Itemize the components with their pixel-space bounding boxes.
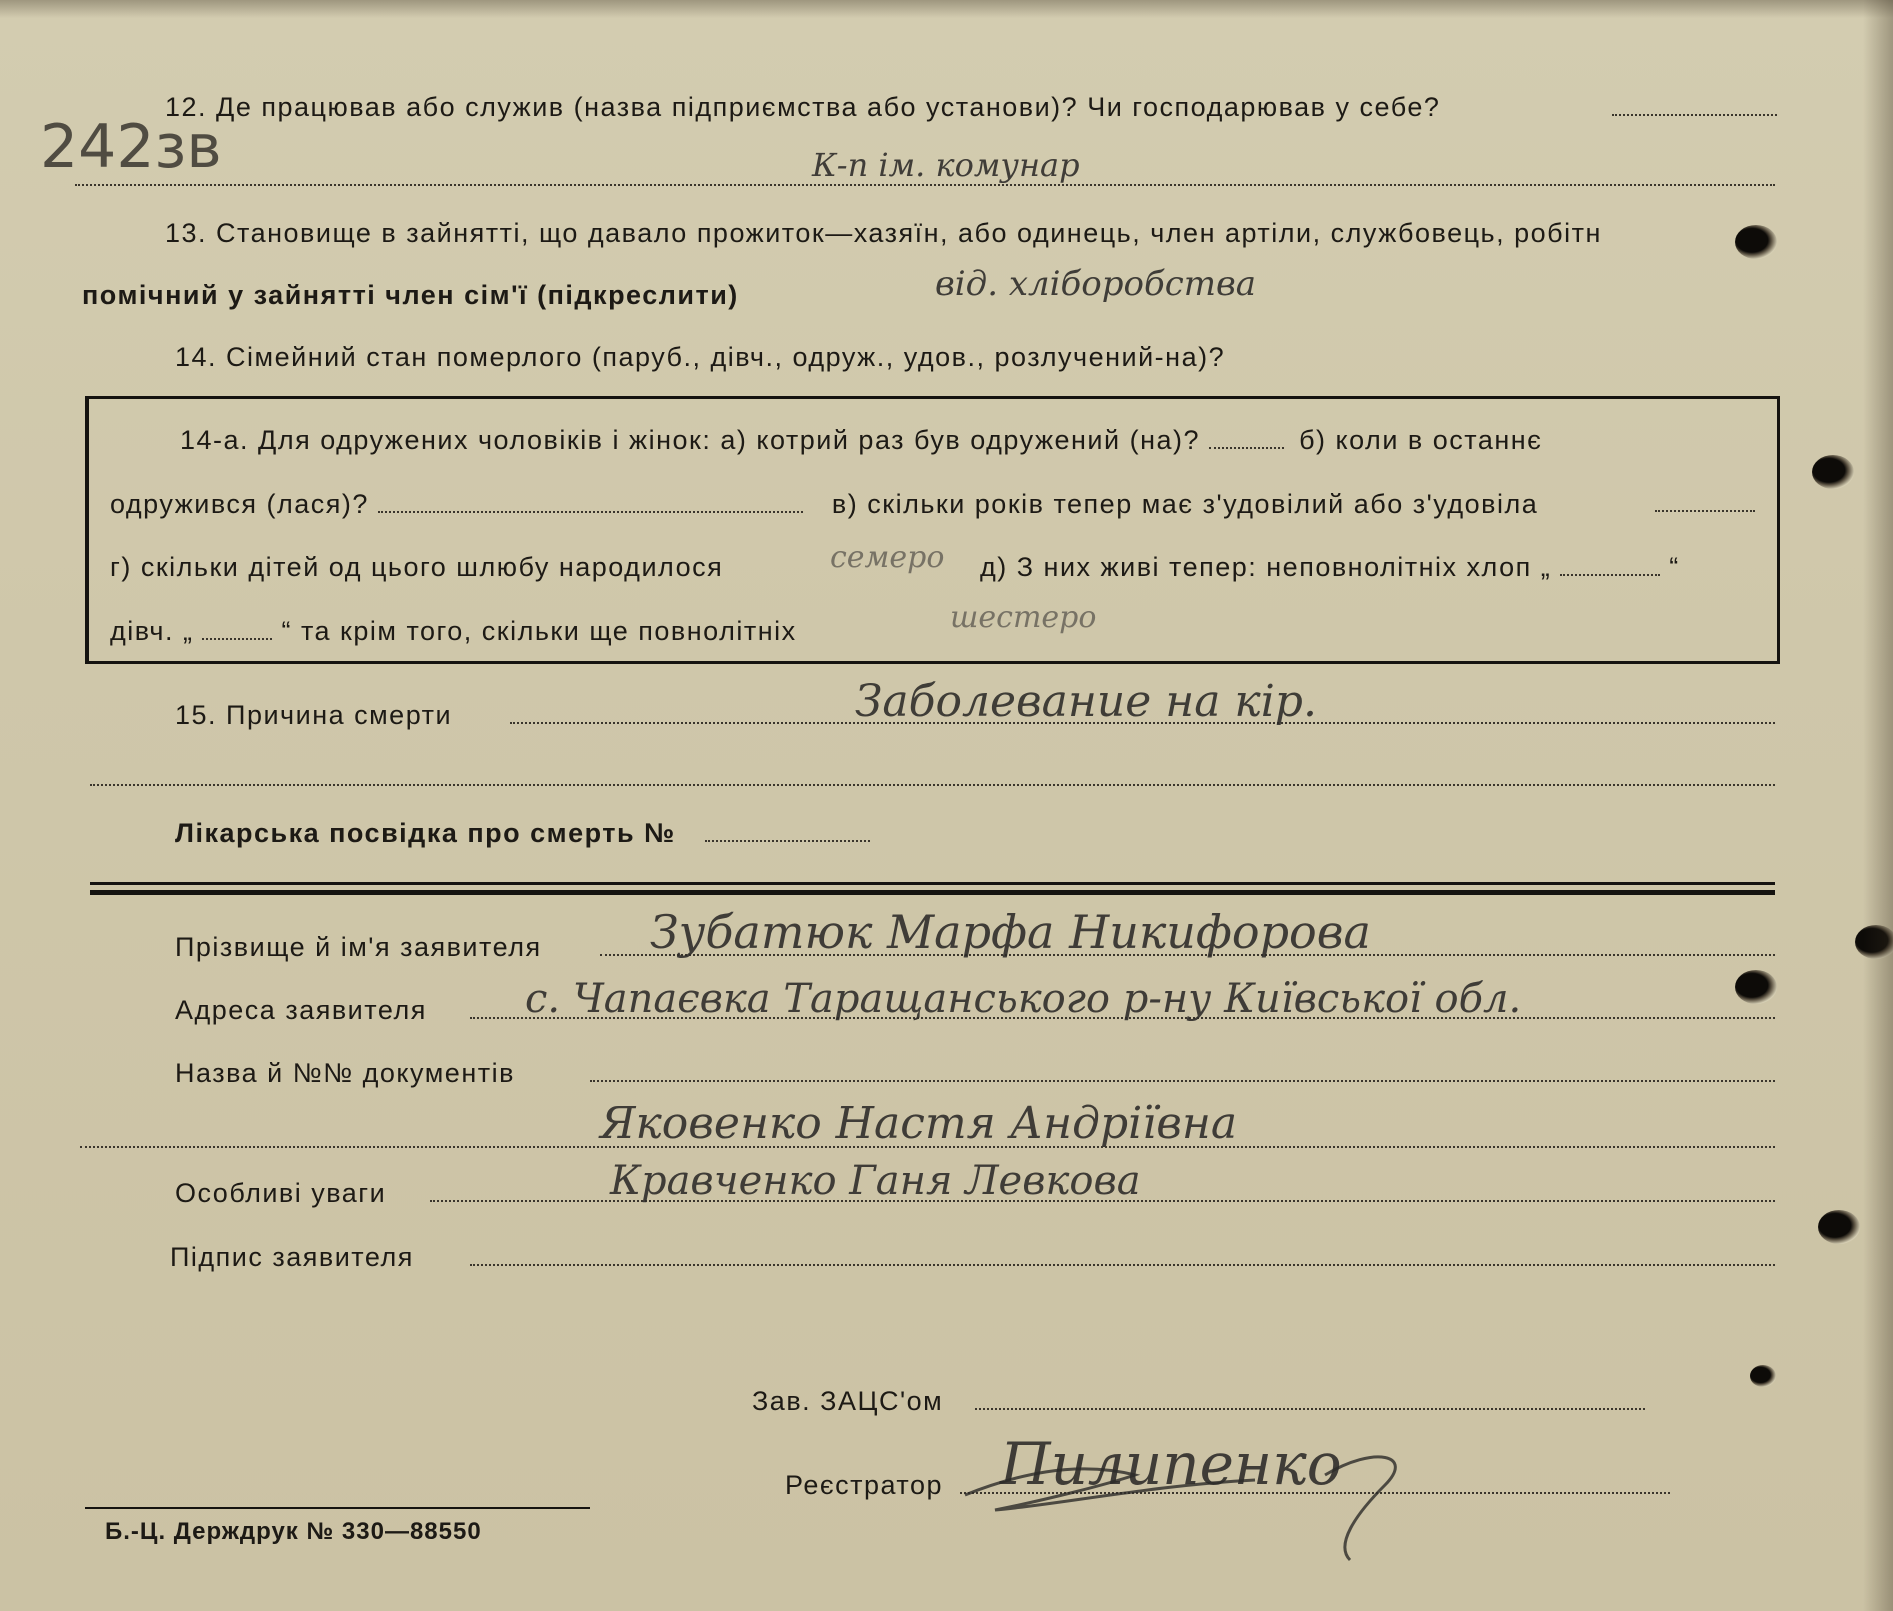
q14a-living-label: д) З них живі тепер: неповнолітніх хлоп „	[980, 552, 1552, 582]
binding-hole-4	[1735, 970, 1777, 1004]
q14a-boys-dots	[1560, 574, 1660, 576]
q14a-married-label: одружився (лася)?	[110, 489, 369, 519]
binding-hole-1	[1735, 225, 1777, 259]
q14a-line3	[110, 552, 723, 583]
q12-answer: К-п ім. комунар	[812, 146, 1080, 184]
q14a-quote-close: “	[1669, 552, 1680, 582]
q14a-girls-dots	[202, 638, 272, 640]
q12-label: 12. Де працював або служив (назва підприємства або установи)? Чи господарював у себе?	[165, 92, 1441, 122]
binding-hole-2	[1812, 455, 1854, 489]
q14a-married-dots	[378, 511, 803, 513]
q12-answer-line	[75, 184, 1775, 186]
q14a-widowed-dots	[1655, 510, 1755, 512]
registrar-signature-flourish	[955, 1415, 1475, 1565]
page-top-shadow	[0, 0, 1893, 18]
applicant-docs-value: Яковенко Настя Андріївна	[600, 1098, 1238, 1149]
q14a-widowed-label: в) скільки років тепер має з'удовілий або з'удовіла	[831, 489, 1539, 519]
registrar-label: Реєстратор	[785, 1470, 944, 1500]
q14a-line2	[110, 489, 1538, 520]
section-rule-top	[90, 882, 1775, 885]
q15-label: 15. Причина смерти	[175, 700, 453, 730]
applicant-signature-dotline	[470, 1264, 1775, 1266]
q14a-adults-answer: шестеро	[950, 600, 1097, 635]
q14a-children-answer: семеро	[830, 540, 945, 575]
applicant-address-value: с. Чапаєвка Таращанського р-ну Київської обл.	[525, 976, 1522, 1022]
applicant-notes-label: Особливі уваги	[175, 1178, 387, 1208]
q14-label: 14. Сімейний стан померлого (паруб., дівч., одруж., удов., розлучений-на)?	[175, 342, 1226, 372]
q14a-children-label: г) скільки дітей од цього шлюбу народилося	[110, 552, 724, 582]
head-dotline	[975, 1408, 1645, 1410]
q13-label: 13. Становище в зайнятті, що давало прожиток—хазяїн, або одинець, член артіли, службовець, робітн	[165, 218, 1602, 248]
q15-dotline-2	[90, 784, 1775, 786]
registrar-signature: Пилипенко	[1000, 1430, 1342, 1498]
section-rule-bottom	[90, 890, 1775, 895]
binding-hole-6	[1750, 1365, 1776, 1387]
medical-dotline	[705, 840, 870, 842]
applicant-docs-label: Назва й №№ документів	[175, 1058, 515, 1088]
applicant-address-label: Адреса заявителя	[175, 995, 427, 1025]
imprint-rule	[85, 1507, 590, 1509]
q14a-line3b	[980, 552, 1680, 583]
q13-label-cont: помічний у зайнятті член сім'ї (підкреслити)	[82, 280, 739, 310]
q15-answer: Заболевание на кір.	[855, 676, 1317, 727]
q14a-girls-label: дівч. „	[110, 616, 194, 646]
q13-answer: від. хліборобства	[935, 264, 1257, 304]
applicant-docs-dotline-2	[80, 1146, 1775, 1148]
q14a-question-a: 14-а. Для одружених чоловіків і жінок: а) котрий раз був одружений (на)?	[180, 425, 1201, 455]
applicant-docs-dotline	[590, 1080, 1775, 1082]
q14a-adults-label: “ та крім того, скільки ще повнолітніх	[281, 616, 797, 646]
q14a-question-b: б) коли в останнє	[1299, 425, 1543, 455]
page-edge-shadow	[1863, 0, 1893, 1611]
q12-dotline	[1612, 114, 1777, 116]
applicant-name-value: Зубатюк Марфа Никифорова	[650, 905, 1371, 959]
q14a-line4	[110, 616, 797, 647]
applicant-signature-label: Підпис заявителя	[170, 1242, 414, 1272]
q14a-a-dots	[1209, 447, 1284, 449]
archive-number: 242зв	[40, 112, 222, 182]
applicant-notes-value: Кравченко Ганя Левкова	[610, 1158, 1141, 1204]
binding-hole-5	[1818, 1210, 1860, 1244]
head-label: Зав. ЗАЦС'ом	[752, 1386, 944, 1416]
printer-imprint: Б.-Ц. Держдрук № 330—88550	[105, 1518, 482, 1545]
q14a-line1	[180, 425, 1542, 456]
applicant-name-label: Прізвище й ім'я заявителя	[175, 932, 542, 962]
medical-label: Лікарська посвідка про смерть №	[175, 818, 676, 848]
